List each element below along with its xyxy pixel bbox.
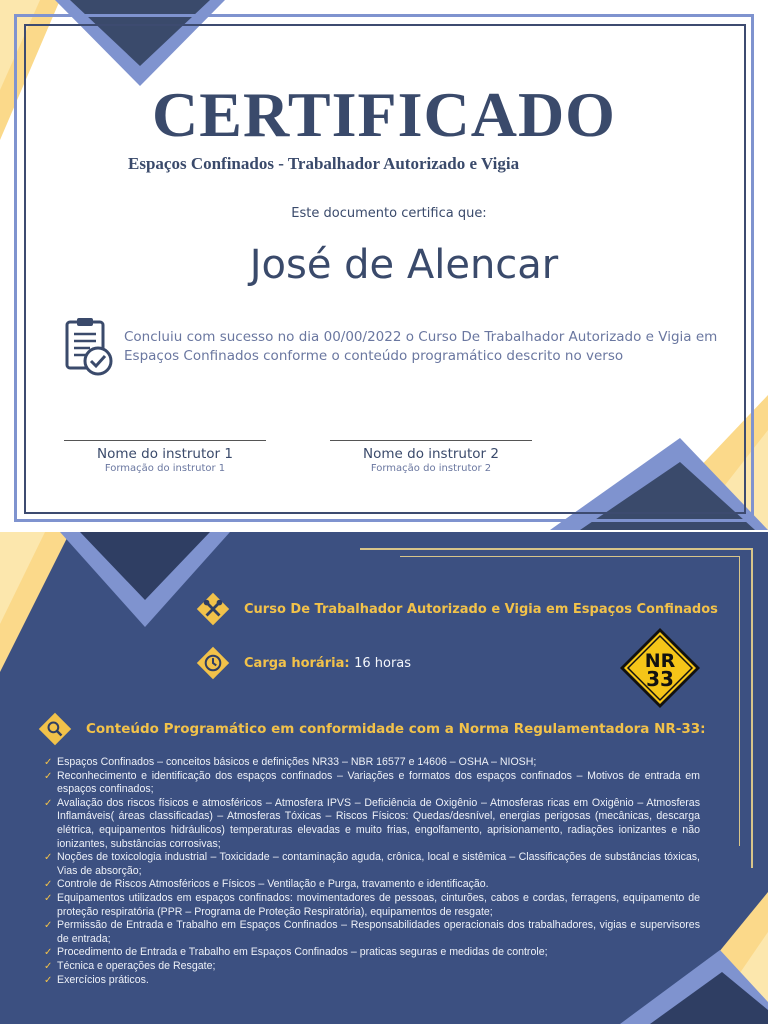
course-title: Curso De Trabalhador Autorizado e Vigia em Espaços Confinados xyxy=(244,601,718,617)
clipboard-check-icon xyxy=(64,316,116,376)
list-item: ✓ Equipamentos utilizados em espaços confinados: movimentadores de pessoas, cinturões, cabos e cordas, ferragens, equipamento de proteção respiratória (PPR – Programa de Proteção Respiratória), equipamentos de resgate; xyxy=(44,892,700,919)
list-item: ✓ Exercícios práticos. xyxy=(44,974,700,988)
tools-icon xyxy=(196,592,230,626)
instructor-2-role: Formação do instrutor 2 xyxy=(370,463,492,474)
instructor-2-name: Nome do instrutor 2 xyxy=(363,446,499,462)
list-item: ✓ Noções de toxicologia industrial – Toxicidade – contaminação aguda, crônica, local e sistêmica – Classificações de substâncias tóxicas, Vias de absorção; xyxy=(44,851,700,878)
instructor-2-signature xyxy=(330,440,532,474)
list-item: ✓ Procedimento de Entrada e Trabalho em Espaços Confinados – praticas seguras e medidas de controle; xyxy=(44,946,700,960)
content-heading-row xyxy=(38,712,706,746)
frame-line xyxy=(751,548,753,868)
list-item: ✓ Permissão de Entrada e Trabalho em Espaços Confinados – Responsabilidades operacionais dos trabalhadores, vigias e supervisores de entrada; xyxy=(44,919,700,946)
list-item: ✓ Espaços Confinados – conceitos básicos e definições NR33 – NBR 16577 e 14606 – OSHA – NIOSH; xyxy=(44,756,700,770)
magnifier-icon xyxy=(38,712,72,746)
instructor-1-role: Formação do instrutor 1 xyxy=(104,463,226,474)
certifies-label: Este documento certifica que: xyxy=(291,206,487,221)
list-item: ✓ Reconhecimento e identificação dos espaços confinados – Variações e formatos dos espaços confinados – Motivos de entrada em espaços confinados; xyxy=(44,770,700,797)
workload-row xyxy=(196,646,411,680)
clock-icon xyxy=(196,646,230,680)
nr-label: NR xyxy=(644,650,676,672)
certificate-verso xyxy=(0,532,768,1024)
list-item: ✓ Técnica e operações de Resgate; xyxy=(44,960,700,974)
workload-text xyxy=(244,656,411,671)
content-list xyxy=(44,756,700,987)
frame-line xyxy=(360,548,752,550)
nr-number: 33 xyxy=(646,667,674,691)
instructor-1-signature xyxy=(64,440,266,474)
certificate-title: CERTIFICADO xyxy=(152,79,616,150)
frame-line xyxy=(400,556,740,557)
workload-label: Carga horária: xyxy=(244,655,350,671)
content-heading: Conteúdo Programático em conformidade com a Norma Regulamentadora NR-33: xyxy=(86,721,706,737)
completion-text: Concluiu com sucesso no dia 00/00/2022 o Curso De Trabalhador Autorizado e Vigia em Espaços Confinados conforme o conteúdo programático descrito no verso xyxy=(124,329,718,364)
workload-value: 16 horas xyxy=(354,655,412,671)
frame-line xyxy=(739,556,740,846)
course-row xyxy=(196,592,718,626)
list-item: ✓ Controle de Riscos Atmosféricos e Físicos – Ventilação e Purga, travamento e identificação. xyxy=(44,878,700,892)
certificate-subtitle: Espaços Confinados - Trabalhador Autorizado e Vigia xyxy=(128,154,520,173)
list-item: ✓ Avaliação dos riscos físicos e atmosféricos – Atmosfera IPVS – Deficiência de Oxigênio – Atmosferas ricas em Oxigênio – Atmosferas Inflamáveis( áreas classificadas) – Atmosferas Tóxicas – Riscos Físicos: Quedas/desnível, energias perigosas (mecânicas, descarga elétrica, equipamentos hidráulicos) temperaturas elevadas e muito frias, engolfamento, aprisionamento, radiações ionizantes e não ionizantes, substâncias corrosivas; xyxy=(44,797,700,851)
instructor-1-name: Nome do instrutor 1 xyxy=(97,446,233,462)
nr33-sign-icon xyxy=(618,626,702,710)
recipient-name: José de Alencar xyxy=(249,242,559,288)
